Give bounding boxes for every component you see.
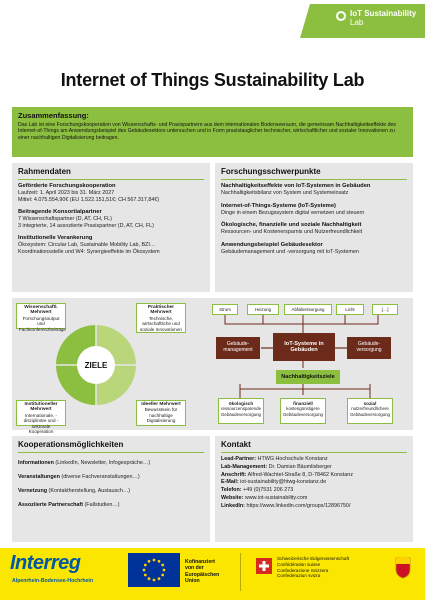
ch-line: Confédération suisse	[277, 561, 321, 567]
forschung-block	[215, 183, 413, 197]
goal-heading: finanziell	[293, 401, 313, 406]
block-heading: Ökologische, finanzielle und soziale Nachhaltigkeit	[221, 222, 362, 229]
kontakt-line	[215, 472, 413, 480]
forschung-block	[215, 242, 413, 256]
kooperation-item	[12, 470, 210, 484]
value-text: Internationale, -disziplinäre und -sektorale Kooperation	[23, 412, 59, 435]
website-link[interactable]: www.iot-sustainability.com	[243, 494, 308, 501]
block-heading: Nachhaltigkeitseffekte von IoT-Systemen in Gebäuden	[221, 183, 371, 189]
value-institutional	[16, 400, 66, 435]
value-heading: Ideeller Mehrwert	[141, 402, 181, 407]
lab-logo-line1: IoT Sustainability	[350, 9, 417, 18]
value-practical	[136, 303, 186, 333]
block-heading: Geförderte Forschungskooperation	[18, 183, 116, 189]
linkedin-link[interactable]: https://www.linkedin.com/groups/12896750/	[244, 502, 351, 509]
kooperation-heading: Kooperationsmöglichkeiten	[18, 440, 124, 449]
kontakt-heading: Kontakt	[221, 440, 251, 449]
summary-box	[12, 107, 413, 157]
block-heading: Beitragende Konsortialpartner	[18, 209, 102, 216]
goal-text: ressourcensparende Gebäudeversorgung	[220, 406, 262, 417]
value-text: Bewusstsein für nachhaltige Digitalisierung	[144, 407, 178, 424]
block-text: Gebäudemanagement und -versorgung mit IoT-Systemen	[221, 248, 359, 255]
kontakt-value: Dr. Damian Bäumlisberger	[267, 463, 332, 470]
swiss-flag-icon	[256, 558, 272, 574]
kooperation-panel	[12, 436, 210, 542]
goals-donut	[52, 321, 140, 409]
chip-more: […]	[372, 304, 398, 315]
item-text: (Fallstudien…)	[83, 502, 120, 508]
block-text: Dinge in einem Bezugssystem digital vernetzen und steuern	[221, 209, 365, 216]
ch-line: Schweizerische Eidgenossenschaft	[277, 556, 350, 561]
forschung-panel	[215, 163, 413, 292]
chip-strom: Strom	[212, 304, 238, 315]
block-text: Ökosystem: Circular Lab, Sustainable Mobility Lab, BZI…	[18, 242, 156, 249]
interreg-region: Alpenrhein-Bodensee-Hochrhein	[12, 578, 93, 584]
divider	[221, 452, 407, 453]
item-text: (Kontaktherstellung, Austausch…)	[47, 488, 131, 494]
lab-logo-icon	[336, 11, 346, 21]
chip-heizung: Heizung	[247, 304, 279, 315]
block-text: Laufzeit: 1. April 2023 bis 31. März 2027	[18, 190, 115, 196]
rahmendaten-heading: Rahmendaten	[18, 167, 71, 176]
liechtenstein-crest-icon	[394, 555, 412, 579]
ch-line: Confederaziun svizra	[277, 573, 321, 579]
nachhaltigkeitsziele-bar: Nachhaltigkeitsziele	[276, 370, 340, 384]
rahmendaten-block	[12, 209, 210, 229]
chip-licht: Licht	[336, 304, 364, 315]
value-scientific	[16, 303, 66, 332]
kooperation-item	[12, 484, 210, 498]
forschung-heading: Forschungsschwerpunkte	[221, 167, 321, 176]
item-text: (LinkedIn, Newsletter, Infogespräche…)	[53, 460, 151, 466]
goal-text: nutzerfreundlichere Gebäudeversorgung	[349, 406, 391, 417]
goal-social	[347, 398, 393, 424]
kontakt-line	[215, 495, 413, 503]
kontakt-panel	[215, 436, 413, 542]
value-text: Technische, wirtschaftliche und soziale Innovationen	[140, 315, 182, 332]
value-ideal	[136, 400, 186, 426]
item-label: Assoziierte Partnerschaft	[18, 502, 84, 508]
kontakt-line	[215, 479, 413, 487]
kontakt-label: E-Mail:	[221, 479, 239, 486]
block-text: Ressourcen- und Kostenersparnis und Nutzerfreundlichkeit	[221, 229, 363, 236]
email-link[interactable]: iot-sustainability@htwg-konstanz.de	[238, 479, 327, 486]
goal-text: kostengünstigere Gebäudeversorgung	[282, 406, 324, 417]
kontakt-value: +49 (0)7531 206 273	[241, 487, 294, 494]
divider	[221, 179, 407, 180]
rahmendaten-panel	[12, 163, 210, 292]
value-text: Forschungsoutput und Fachkonferenzbeiträge	[19, 315, 66, 332]
kontakt-label: Lead-Partner:	[221, 456, 257, 462]
iot-systeme-box: IoT-Systeme in Gebäuden	[273, 333, 335, 361]
goal-ecological	[218, 398, 264, 424]
item-label: Informationen	[18, 460, 54, 466]
kontakt-line	[215, 456, 413, 464]
chip-abfallentsorgung: Abfallentsorgung	[284, 304, 332, 315]
goal-heading: sozial	[363, 401, 377, 406]
eu-line: von der	[185, 565, 204, 572]
block-heading: Institutionelle Verankerung	[18, 235, 93, 242]
kontakt-line	[215, 503, 413, 511]
summary-heading: Zusammenfassung:	[18, 111, 89, 120]
rahmendaten-block	[12, 183, 210, 203]
kontakt-value: Alfred-Wachtel-Straße 8, D-78462 Konstanz	[246, 471, 353, 478]
forschung-block	[215, 203, 413, 217]
eu-line: Europäischen	[185, 571, 220, 578]
kontakt-line	[215, 464, 413, 472]
value-heading: Institutioneller Mehrwert	[24, 402, 58, 413]
eu-flag-icon	[128, 553, 180, 587]
block-text: 7 Wissenschaftspartner (D, AT, CH, FL)	[18, 216, 112, 223]
summary-text: Das Lab ist eine Forschungskooperation von Wissenschafts- und Praxispartnern aus dem internationalen Bodenseeraum, die gemeinsam Nachhaltigkeitseffekte des Internet-of-Things am Anwendungsbeispiel des Gebäudesektors untersuchen und in Form praxistauglicher technischer, wirtschaftlicher und sozialer Innovationen zu einer nachhaltigen Digitalisierung beitragen.	[18, 122, 396, 141]
kontakt-value: HTWG Hochschule Konstanz	[256, 456, 328, 462]
eu-cofinancing-label	[185, 559, 219, 585]
block-text: Mittel: 4.075.554,90€ (EU 1.522.151,51€; CH 567.317,84€)	[18, 196, 160, 203]
donut-center-label: ZIELE	[84, 361, 108, 370]
value-heading: Praktischer Mehrwert	[147, 305, 175, 316]
eu-line: Kofinanziert	[185, 559, 215, 565]
block-text: Nachhaltigkeitsbilanz von System und Systemeinsatz	[221, 190, 349, 196]
eu-line: Union	[185, 578, 200, 585]
block-heading: Anwendungsbeispiel Gebäudesektor	[221, 241, 323, 248]
interreg-logo-text: Interreg	[10, 552, 81, 574]
page-title: Internet of Things Sustainability Lab	[60, 70, 365, 90]
value-heading: Wissenschaftl. Mehrwert	[24, 305, 58, 316]
goal-financial	[280, 398, 326, 424]
kooperation-item	[12, 498, 210, 512]
kooperation-item	[12, 456, 210, 470]
divider	[18, 179, 204, 180]
lab-logo-text	[350, 9, 416, 27]
goal-heading: ökologisch	[228, 401, 254, 406]
block-text: 3 integrierte, 14 assoziierte Praxispartner (D, AT, CH, FL)	[18, 222, 154, 229]
kontakt-label: Lab-Management:	[221, 463, 268, 470]
divider	[18, 452, 204, 453]
item-text: (diverse Fachveranstaltungen…)	[59, 474, 140, 480]
kontakt-label: Anschrift:	[221, 471, 247, 478]
rahmendaten-block	[12, 235, 210, 255]
kontakt-label: Telefon:	[221, 487, 242, 494]
footer-divider	[240, 553, 241, 591]
gebaeude-versorgung-box: Gebäude-versorgung	[347, 337, 391, 359]
block-text: Koordinationsstelle und W4: Synergieeffekte im Ökosystem	[18, 248, 160, 255]
kontakt-line	[215, 487, 413, 495]
block-heading: Internet-of-Things-Systeme (IoT-Systeme)	[221, 202, 336, 209]
item-label: Vernetzung	[18, 488, 48, 494]
item-label: Veranstaltungen	[18, 474, 60, 480]
swiss-confederation-label	[277, 556, 349, 579]
forschung-block	[215, 222, 413, 236]
kontakt-label: LinkedIn:	[221, 502, 245, 509]
gebaeude-management-box: Gebäude-management	[216, 337, 260, 359]
kontakt-label: Website:	[221, 494, 244, 501]
lab-logo-line2: Lab	[350, 18, 364, 27]
ch-line: Confederazione Svizzera	[277, 567, 329, 573]
